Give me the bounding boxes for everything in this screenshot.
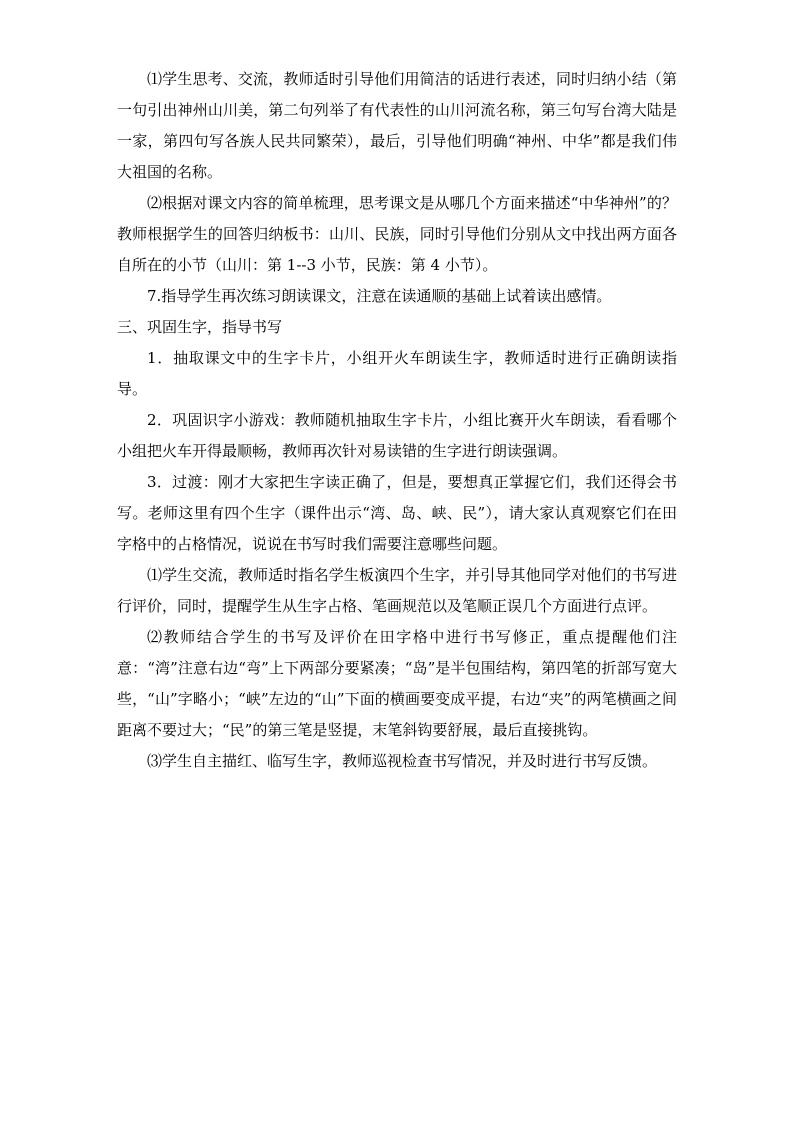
- paragraph-sub-1: ⑴学生交流，教师适时指名学生板演四个生字，并引导其他同学对他们的书写进行评价，同时，提醒学生从生字占格、笔画规范以及笔顺正误几个方面进行点评。: [117, 566, 677, 615]
- section-heading: 三、巩固生字，指导书写: [117, 318, 283, 336]
- document-body: [117, 64, 677, 777]
- paragraph-step-2: 2．巩固识字小游戏：教师随机抽取生字卡片，小组比赛开火车朗读，看看哪个小组把火车开得最顺畅，教师再次针对易读错的生字进行朗读强调。: [117, 411, 677, 460]
- paragraph-sub-3: ⑶学生自主描红、临写生字，教师巡视检查书写情况，并及时进行书写反馈。: [147, 752, 658, 770]
- paragraph-step-1: 1．抽取课文中的生字卡片，小组开火车朗读生字，教师适时进行正确朗读指导。: [117, 349, 677, 398]
- paragraph-summary-guidance: ⑴学生思考、交流，教师适时引导他们用简洁的话进行表述，同时归纳小结（第一句引出神州山川美，第二句列举了有代表性的山川河流名称，第三句写台湾大陆是一家，第四句写各族人民共同繁荣），最后，引导他们明确“神州、中华”都是我们伟大祖国的名称。: [117, 70, 677, 181]
- paragraph-step-3: 3．过渡：刚才大家把生字读正确了，但是，要想真正掌握它们，我们还得会书写。老师这里有四个生字（课件出示“湾、岛、峡、民”），请大家认真观察它们在田字格中的占格情况，说说在书写时我们需要注意哪些问题。: [117, 473, 677, 553]
- paragraph-content-outline: ⑵根据对课文内容的简单梳理，思考课文是从哪几个方面来描述“中华神州”的？教师根据学生的回答归纳板书：山川、民族，同时引导他们分别从文中找出两方面各自所在的小节（山川：第 1--3 小节，民族：第 4 小节）。: [117, 194, 677, 274]
- paragraph-reading-practice: 7.指导学生再次练习朗读课文，注意在读通顺的基础上试着读出感情。: [147, 287, 612, 305]
- paragraph-sub-2: ⑵教师结合学生的书写及评价在田字格中进行书写修正，重点提醒他们注意：“湾”注意右边“弯”上下两部分要紧凑；“岛”是半包围结构，第四笔的折部写宽大些，“山”字略小；“峡”左边的“山”下面的横画要变成平提，右边“夹”的两笔横画之间距离不要过大；“民”的第三笔是竖提，末笔斜钩要舒展，最后直接挑钩。: [117, 628, 677, 739]
